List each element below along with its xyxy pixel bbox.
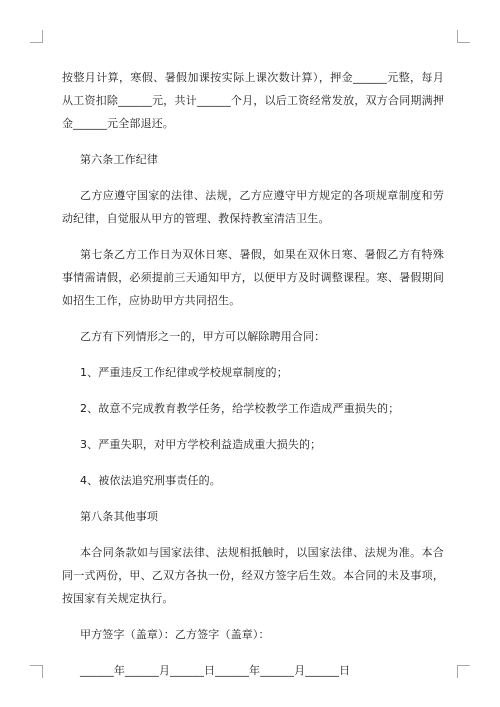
dismissal-item-1: 1、严重违反工作纪律或学校规章制度的； <box>80 366 288 379</box>
dismissal-item-3: 3、严重失职，对甲方学校利益造成重大损失的； <box>80 438 322 451</box>
dismissal-intro: 乙方有下列情形之一的，甲方可以解除聘用合同： <box>80 330 326 343</box>
article-8-heading: 第八条其他事项 <box>80 510 159 523</box>
article-7-paragraph: 第七条乙方工作日为双休日寒、暑假，如果在双休日寒、暑假乙方有特殊事情需请假，必须提前三天通知甲方，以便甲方及时调整课程。寒、暑假期间如招生工作，应协助甲方共同招生。 <box>62 248 444 307</box>
salary-deposit-paragraph: 按整月计算，寒假、暑假加课按实际上课次数计算），押金______元整，每月从工资扣除______元，共计______个月，以后工资经常发放，双方合同期满押金______元全部退还。 <box>62 71 444 130</box>
date-line: ______年______月______日______年______月______日 <box>80 664 351 677</box>
dismissal-item-2: 2、故意不完成教育教学任务，给学校教学工作造成严重损失的； <box>80 402 400 415</box>
dismissal-item-4: 4、被依法追究刑事责任的。 <box>80 474 221 487</box>
crop-mark-top-left <box>30 30 43 43</box>
article-6-heading: 第六条工作纪律 <box>80 153 159 166</box>
signature-line: 甲方签字（盖章）：乙方签字（盖章）： <box>80 628 270 641</box>
crop-mark-bottom-right <box>457 665 470 678</box>
crop-mark-top-right <box>457 30 470 43</box>
crop-mark-bottom-left <box>30 665 43 678</box>
document-body <box>62 66 444 682</box>
article-6-paragraph: 乙方应遵守国家的法律、法规，乙方应遵守甲方规定的各项规章制度和劳动纪律，自觉服从甲方的管理、教保持教室清洁卫生。 <box>62 189 444 225</box>
article-8-paragraph: 本合同条款如与国家法律、法规相抵触时，以国家法律、法规为准。本合同一式两份，甲、乙双方各执一份，经双方签字后生效。本合同的未及事项，按国家有关规定执行。 <box>62 546 444 605</box>
